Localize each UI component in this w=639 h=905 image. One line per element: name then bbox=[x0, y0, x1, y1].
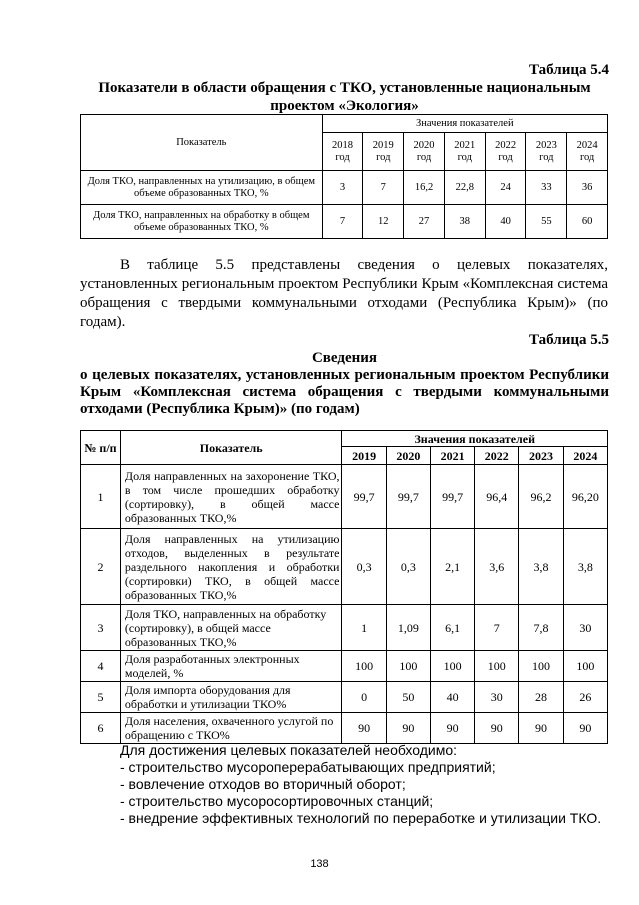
t54-cell: 7 bbox=[363, 171, 404, 205]
t55-cell: 30 bbox=[475, 682, 519, 713]
t55-cell: 90 bbox=[519, 713, 563, 744]
table-5-4-title: Показатели в области обращения с ТКО, установленные национальным проектом «Экология» bbox=[98, 80, 591, 114]
t55-year: 2023 bbox=[519, 447, 563, 465]
t55-cell: 90 bbox=[475, 713, 519, 744]
t55-row-num: 3 bbox=[81, 605, 121, 651]
list-item: - вовлечение отходов во вторичный оборот; bbox=[120, 776, 406, 792]
t55-cell: 3,8 bbox=[563, 529, 607, 605]
t55-cell: 0,3 bbox=[342, 529, 386, 605]
t55-cell: 100 bbox=[342, 651, 386, 682]
t55-row-name: Доля населения, охваченного услугой по обращению с ТКО% bbox=[120, 713, 342, 744]
t55-year: 2022 bbox=[475, 447, 519, 465]
t55-cell: 2,1 bbox=[430, 529, 474, 605]
table-row bbox=[81, 205, 608, 239]
t55-year: 2020 bbox=[386, 447, 430, 465]
t54-year: 2023 год bbox=[526, 133, 567, 171]
t55-cell: 90 bbox=[430, 713, 474, 744]
t54-cell: 36 bbox=[567, 171, 608, 205]
t55-row-name: Доля направленных на утилизацию отходов, выделенных в результате раздельного накопления и обработки (сортировки) ТКО, в общей массе образованных ТКО,% bbox=[120, 529, 342, 605]
t54-header-values: Значения показателей bbox=[322, 115, 607, 133]
t55-cell: 3,8 bbox=[519, 529, 563, 605]
t55-cell: 99,7 bbox=[342, 465, 386, 529]
table-row bbox=[81, 651, 608, 682]
t55-year: 2019 bbox=[342, 447, 386, 465]
t55-header-values: Значения показателей bbox=[342, 431, 608, 447]
t55-row-num: 6 bbox=[81, 713, 121, 744]
t55-row-name: Доля ТКО, направленных на обработку (сортировку), в общей массе образованных ТКО,% bbox=[120, 605, 342, 651]
t54-year: 2019 год bbox=[363, 133, 404, 171]
t55-cell: 28 bbox=[519, 682, 563, 713]
t55-cell: 100 bbox=[430, 651, 474, 682]
t55-cell: 90 bbox=[342, 713, 386, 744]
t55-cell: 100 bbox=[519, 651, 563, 682]
list-item: - внедрение эффективных технологий по переработке и утилизации ТКО. bbox=[120, 810, 602, 826]
t55-cell: 99,7 bbox=[386, 465, 430, 529]
list-item: - строительство мусоросортировочных станций; bbox=[120, 793, 434, 809]
t55-year: 2021 bbox=[430, 447, 474, 465]
t55-cell: 1,09 bbox=[386, 605, 430, 651]
table-row bbox=[81, 605, 608, 651]
table-row bbox=[81, 713, 608, 744]
table-5-5-title: о целевых показателях, установленных региональным проектом Республики Крым «Комплексная система обращения с твердыми коммунальными отходами (Республика Крым)» (по годам) bbox=[80, 367, 609, 417]
t55-row-name: Доля разработанных электронных моделей, % bbox=[120, 651, 342, 682]
t54-year: 2021 год bbox=[444, 133, 485, 171]
table-5-5-title-line1: Сведения bbox=[311, 350, 378, 366]
t55-row-name: Доля импорта оборудования для обработки и утилизации ТКО% bbox=[120, 682, 342, 713]
t54-cell: 55 bbox=[526, 205, 567, 239]
table-row bbox=[81, 465, 608, 529]
t55-cell: 7,8 bbox=[519, 605, 563, 651]
t54-cell: 33 bbox=[526, 171, 567, 205]
t54-cell: 40 bbox=[485, 205, 526, 239]
conclusion-block bbox=[120, 742, 620, 827]
t55-header-indicator: Показатель bbox=[120, 431, 342, 465]
t55-cell: 100 bbox=[386, 651, 430, 682]
table-5-4 bbox=[80, 114, 608, 239]
conclusion-intro: Для достижения целевых показателей необходимо: bbox=[120, 742, 458, 758]
t54-year: 2022 год bbox=[485, 133, 526, 171]
t55-cell: 3,6 bbox=[475, 529, 519, 605]
t55-cell: 0,3 bbox=[386, 529, 430, 605]
t54-row-name: Доля ТКО, направленных на обработку в общем объеме образованных ТКО, % bbox=[81, 205, 323, 239]
t55-row-num: 1 bbox=[81, 465, 121, 529]
t54-cell: 16,2 bbox=[404, 171, 445, 205]
t54-year: 2018 год bbox=[322, 133, 363, 171]
t55-cell: 1 bbox=[342, 605, 386, 651]
table-row bbox=[81, 171, 608, 205]
table-5-5-caption: Таблица 5.5 bbox=[529, 332, 609, 348]
t55-cell: 96,20 bbox=[563, 465, 607, 529]
t55-cell: 50 bbox=[386, 682, 430, 713]
t55-cell: 90 bbox=[386, 713, 430, 744]
t55-row-num: 2 bbox=[81, 529, 121, 605]
t54-cell: 3 bbox=[322, 171, 363, 205]
t54-cell: 38 bbox=[444, 205, 485, 239]
table-row bbox=[81, 682, 608, 713]
t55-cell: 26 bbox=[563, 682, 607, 713]
t54-header-indicator: Показатель bbox=[81, 115, 323, 171]
table-row bbox=[81, 529, 608, 605]
t54-year: 2024 год bbox=[567, 133, 608, 171]
t55-cell: 100 bbox=[563, 651, 607, 682]
t55-cell: 96,2 bbox=[519, 465, 563, 529]
table-5-4-caption: Таблица 5.4 bbox=[529, 62, 609, 78]
t55-row-num: 5 bbox=[81, 682, 121, 713]
t54-row-name: Доля ТКО, направленных на утилизацию, в общем объеме образованных ТКО, % bbox=[81, 171, 323, 205]
t54-year: 2020 год bbox=[404, 133, 445, 171]
page-number: 138 bbox=[310, 858, 329, 870]
t55-cell: 7 bbox=[475, 605, 519, 651]
t54-cell: 60 bbox=[567, 205, 608, 239]
t55-year: 2024 bbox=[563, 447, 607, 465]
t55-cell: 99,7 bbox=[430, 465, 474, 529]
t55-row-name: Доля направленных на захоронение ТКО, в том числе прошедших обработку (сортировку), в общей массе образованных ТКО,% bbox=[120, 465, 342, 529]
t54-cell: 24 bbox=[485, 171, 526, 205]
t55-cell: 40 bbox=[430, 682, 474, 713]
t55-row-num: 4 bbox=[81, 651, 121, 682]
t54-cell: 27 bbox=[404, 205, 445, 239]
t55-cell: 0 bbox=[342, 682, 386, 713]
t54-cell: 22,8 bbox=[444, 171, 485, 205]
t55-cell: 90 bbox=[563, 713, 607, 744]
t55-cell: 6,1 bbox=[430, 605, 474, 651]
t54-cell: 12 bbox=[363, 205, 404, 239]
list-item: - строительство мусороперерабатывающих предприятий; bbox=[120, 759, 496, 775]
t55-cell: 96,4 bbox=[475, 465, 519, 529]
t55-cell: 30 bbox=[563, 605, 607, 651]
body-paragraph: В таблице 5.5 представлены сведения о целевых показателях, установленных региональным проектом Республики Крым «Комплексная система обращения с твердыми коммунальными отходами (Республика Крым)» (по годам). bbox=[80, 257, 608, 330]
t55-cell: 100 bbox=[475, 651, 519, 682]
table-5-5 bbox=[80, 430, 608, 744]
t54-cell: 7 bbox=[322, 205, 363, 239]
t55-header-num: № п/п bbox=[81, 431, 121, 465]
